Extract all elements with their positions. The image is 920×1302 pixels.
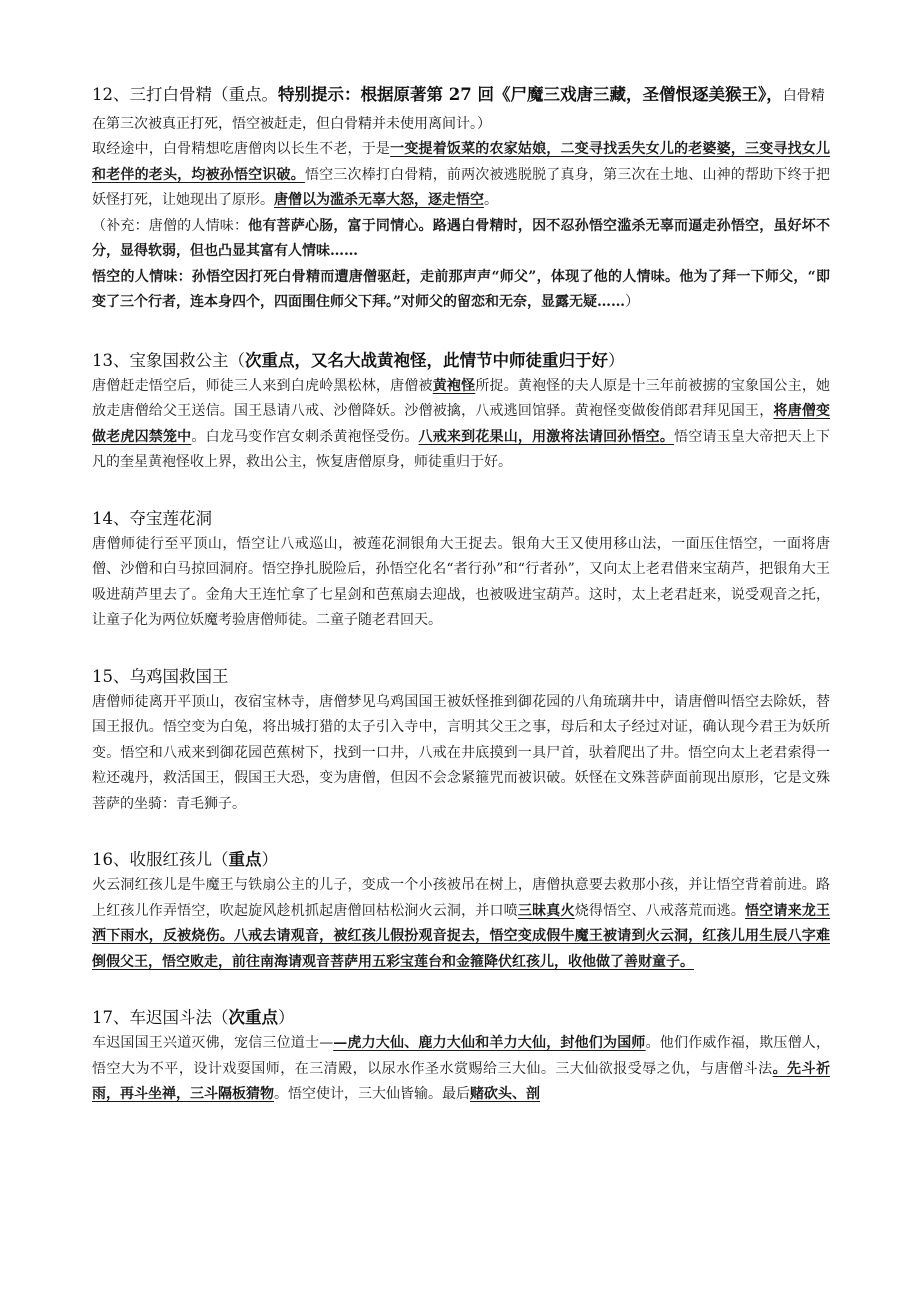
spacer (92, 634, 830, 664)
section-16-paragraph (92, 873, 830, 975)
text-run: 火云洞红孩儿是牛魔王与铁扇公主的儿子，变成一个小孩被吊在树上，唐僧执意要去救那小孩，并让悟空背着前进。路上红孩儿作弄悟空，吹起旋风趁机抓起唐僧回枯松涧火云洞，并口喷 (92, 877, 830, 919)
heading-text: ） (261, 850, 278, 869)
section-12-paragraph-2 (92, 214, 830, 265)
heading-note: 次重点，又名大战黄袍怪，此情节中师徒重归于好 (245, 350, 608, 370)
spacer (92, 316, 830, 348)
section-17-heading (92, 1005, 830, 1031)
section-12 (92, 82, 830, 316)
heading-note: 特别提示：根据原著第 27 回《尸魔三戏唐三藏，圣僧恨逐美猴王》， (278, 85, 783, 104)
section-12-paragraph-1 (92, 137, 830, 214)
heading-text: ） (278, 1008, 295, 1027)
heading-text: 17、车迟国斗法（ (92, 1008, 229, 1027)
section-12-heading (92, 82, 830, 137)
underlined-key-text: 赌砍头、剖 (470, 1086, 540, 1102)
section-15-heading: 15、乌鸡国救国王 (92, 666, 229, 686)
heading-note: 重点 (228, 850, 262, 869)
section-13 (92, 348, 830, 476)
spacer (92, 817, 830, 847)
section-13-paragraph (92, 374, 830, 476)
section-16-heading (92, 847, 830, 873)
heading-text: ） (608, 350, 625, 370)
text-run: ） (625, 294, 640, 310)
heading-text: 16、收服红孩儿（ (92, 850, 229, 869)
text-run: 所捉。黄袍怪的夫人原是十三年前被掳的宝象国公主，她放走唐僧给父王送信。国王恳请八戒、沙僧降妖。沙僧被擒，八戒逃回馆驿。黄袍怪变做俊俏郎君拜见国王， (92, 377, 831, 419)
underlined-key-text: 三昧真火 (517, 902, 575, 919)
document-page (92, 82, 830, 1108)
underlined-key-text: —虎力大仙、鹿力大仙和羊力大仙，封他们为国师 (333, 1035, 646, 1051)
bold-text: 悟空的人情味：孙悟空因打死白骨精而遭唐僧驱赶，走前那声声“师父”，体现了他的人情味。他为了拜一下师父，“即变了三个行者，连本身四个，四面围住师父下拜。”对师父的留恋和无奈，显露无疑…… (92, 268, 830, 310)
text-run: 。 (484, 192, 498, 208)
underlined-key-text: 一变提着饭菜的农家姑娘，二变寻找丢失女儿的老婆婆，三变寻找女儿和老伴的老头，均被孙悟空识破。 (92, 141, 831, 183)
heading-note-plain: 白骨精在第三次被真正打死，悟空被赶走，但白骨精并未使用离间计。） (92, 88, 825, 132)
bold-text: 他有菩萨心肠，富于同情心。路遇白骨精时，因不忍孙悟空滥杀无辜而逼走孙悟空，虽好坏不分，显得软弱，但也凸显其富有人情味…… (92, 217, 830, 259)
text-run: 悟空三次棒打白骨精，前两次被逃脱脱了真身，第三次在土地、山神的帮助下终于把妖怪打死，让她现出了原形。 (92, 166, 831, 208)
heading-text: 13、宝象国救公主（ (92, 350, 245, 370)
section-17 (92, 1005, 830, 1108)
text-run: 。白龙马变作宫女刺杀黄袍怪受伤。 (191, 428, 419, 445)
section-14 (92, 506, 830, 634)
section-13-heading (92, 348, 830, 374)
underlined-key-text: 黄袍怪 (432, 377, 476, 394)
underlined-key-text: 。先斗祈雨，再斗坐禅，三斗隔板猜物 (92, 1060, 831, 1102)
section-15 (92, 664, 830, 818)
underlined-key-text: 八戒来到花果山，用激将法请回孙悟空。 (418, 428, 675, 445)
heading-note: 次重点 (228, 1008, 278, 1027)
text-run: 悟空请玉皇大帝把天上下凡的奎星黄袍怪收上界，救出公主，恢复唐僧原身，师徒重归于好。 (92, 428, 831, 470)
heading-text: 12、三打白骨精（重点。 (92, 85, 278, 104)
underlined-key-text: 将唐僧变做老虎囚禁笼中 (92, 403, 831, 445)
section-16 (92, 847, 830, 975)
text-run: 车迟国国王兴道灭佛，宠信三位道士— (92, 1035, 334, 1051)
section-14-paragraph: 唐僧师徒行至平顶山，悟空让八戒巡山，被莲花洞银角大王捉去。银角大王又使用移山法，一面压住悟空，一面将唐僧、沙僧和白马掠回洞府。悟空挣扎脱险后，孙悟空化名“者行孙”和“行者孙”，又向太上老君借来宝葫芦，把银角大王吸进葫芦里去了。金角大王连忙拿了七星剑和芭蕉扇去迎战，也被吸进宝葫芦。这时，太上老君赶来，说受观音之托，让童子化为两位妖魔考验唐僧师徒。二童子随老君回天。 (92, 535, 830, 628)
text-run: 取经途中，白骨精想吃唐僧肉以长生不老，于是 (92, 141, 391, 157)
section-14-heading: 14、夺宝莲花洞 (92, 508, 212, 528)
text-run: 。悟空使计，三大仙皆输。最后 (274, 1086, 470, 1102)
section-12-paragraph-3 (92, 265, 830, 316)
text-run: （补充：唐僧的人情味： (92, 217, 249, 234)
spacer (92, 476, 830, 506)
underlined-key-text: 唐僧以为滥杀无辜大怒，逐走悟空 (274, 192, 484, 208)
text-run: 。他们作威作福，欺压僧人，悟空大为不平，设计戏耍国师，在三清殿，以尿水作圣水赏赐给三大仙。三大仙欲报受辱之仇，与唐僧斗法 (92, 1035, 831, 1077)
text-run: 烧得悟空、八戒落荒而逃。 (574, 902, 746, 919)
section-15-paragraph: 唐僧师徒离开平顶山，夜宿宝林寺，唐僧梦见乌鸡国国王被妖怪推到御花园的八角琉璃井中，请唐僧叫悟空去除妖，替国王报仇。悟空变为白兔，将出城打猎的太子引入寺中，言明其父王之事，母后和太子经过对证，确认现今君王为妖所变。悟空和八戒来到御花园芭蕉树下，找到一口井，八戒在井底摸到一具尸首，驮着爬出了井。悟空向太上老君索得一粒还魂丹，救活国王，假国王大恐，变为唐僧，但因不会念紧箍咒而被识破。妖怪在文殊菩萨面前现出原形，它是文殊菩萨的坐骑：青毛狮子。 (92, 693, 830, 812)
spacer (92, 975, 830, 1005)
section-17-paragraph (92, 1031, 830, 1108)
text-run: 唐僧赶走悟空后，师徒三人来到白虎岭黑松林，唐僧被 (92, 377, 433, 394)
underlined-key-text: 悟空请来龙王洒下雨水，反被烧伤。八戒去请观音，被红孩儿假扮观音捉去，悟空变成假牛魔王被请到火云洞，红孩儿用生辰八字难倒假父王，悟空败走，前往南海请观音菩萨用五彩宝莲台和金箍降伏红孩儿，收他做了善财童子。 (92, 902, 831, 970)
